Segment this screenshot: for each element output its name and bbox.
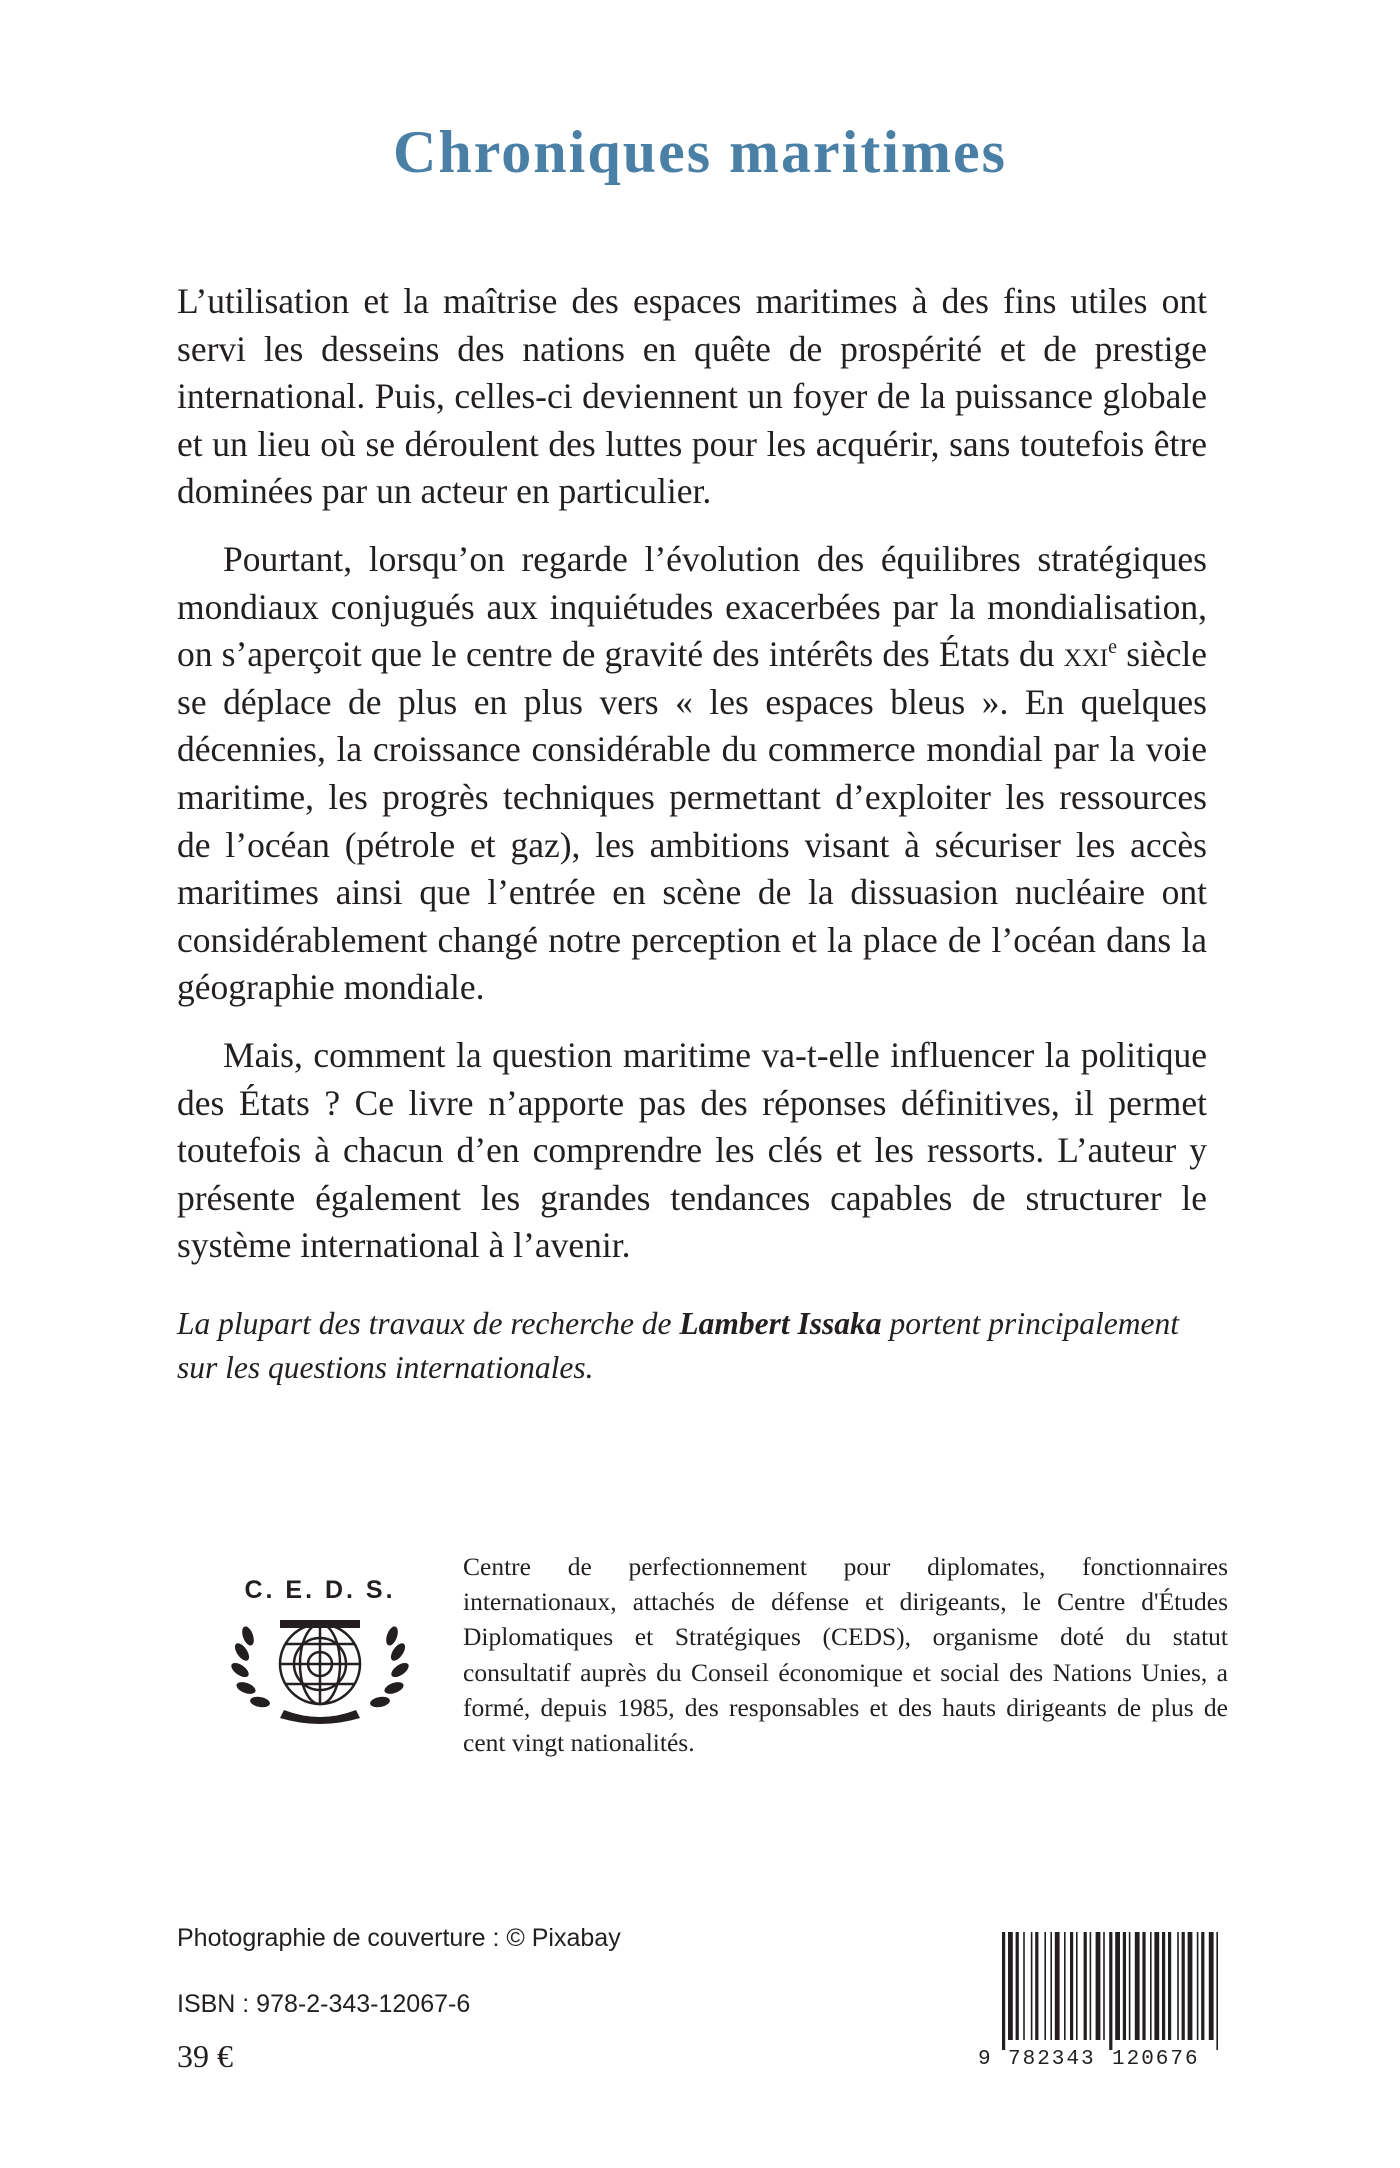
author-name: Lambert Issaka xyxy=(679,1306,882,1341)
author-note-before: La plupart des travaux de recherche de xyxy=(177,1306,680,1341)
barcode-bar xyxy=(1216,1932,1218,2050)
barcode-bar xyxy=(1177,1932,1179,2040)
barcode-left-digits: 782343 xyxy=(1008,2048,1096,2068)
century-numeral: xxi xyxy=(1063,634,1109,675)
back-cover-summary xyxy=(177,278,1207,1290)
summary-paragraph-1: L’utilisation et la maîtrise des espaces maritimes à des fins utiles ont servi les desseins des nations en quête de prospérité et de prestige international. Puis, celles-ci deviennent un foyer de la puissance globale et un lieu où se déroulent des luttes pour les acquérir, sans toutefois être dominées par un acteur en particulier. xyxy=(177,281,1207,512)
barcode-bar xyxy=(1070,1932,1073,2040)
barcode-bar xyxy=(1135,1932,1140,2040)
barcode-bar xyxy=(1188,1932,1193,2040)
ceds-description: Centre de perfectionnement pour diplomates, fonctionnaires internationaux, attachés de défense et dirigeants, le Centre d'Études Diplomatiques et Stratégiques (CEDS), organisme doté du statut consultatif auprès du Conseil économique et social des Nations Unies, a formé, depuis 1985, des responsables et des hauts dirigeants de plus de cent vingt nationalités. xyxy=(463,1552,1228,1758)
barcode-bar xyxy=(1162,1932,1165,2040)
barcode-bar xyxy=(1168,1932,1171,2040)
barcode-bar xyxy=(1016,1932,1019,2040)
barcode-bar xyxy=(1115,1932,1120,2040)
ceds-emblem-icon xyxy=(224,1618,416,1728)
barcode-bar xyxy=(1182,1932,1185,2040)
summary-paragraph-3: Mais, comment la question maritime va-t-elle influencer la politique des États ? Ce livre n’apporte pas des réponses définitives, il permet toutefois à chacun d’en comprendre les clés et les ressorts. L’auteur y présente également les grandes tendances capables de structurer le système international à l’avenir. xyxy=(177,1034,1207,1266)
barcode-bar xyxy=(1076,1932,1078,2040)
barcode-right-digits: 120676 xyxy=(1112,2048,1200,2068)
barcode-bar xyxy=(1023,1932,1025,2040)
ceds-logo-letters: C. E. D. S. xyxy=(244,1576,396,1604)
barcode-bar xyxy=(1035,1932,1038,2040)
barcode-bar xyxy=(1064,1932,1066,2040)
isbn: ISBN : 978-2-343-12067-6 xyxy=(177,1990,471,2018)
barcode-bar xyxy=(1197,1932,1199,2040)
barcode-bar xyxy=(1055,1932,1060,2040)
barcode-bar xyxy=(1050,1932,1052,2040)
author-note xyxy=(177,1302,1217,1390)
barcode-bar xyxy=(1150,1932,1152,2040)
barcode-bar xyxy=(1090,1932,1092,2040)
barcode-bar xyxy=(1103,1932,1105,2040)
photo-credit: Photographie de couverture : © Pixabay xyxy=(177,1924,621,1952)
barcode-bar xyxy=(1201,1932,1204,2040)
barcode-bar xyxy=(1096,1932,1101,2040)
barcode xyxy=(972,1928,1224,2068)
barcode-bar xyxy=(1129,1932,1131,2040)
summary-paragraph-2 xyxy=(177,536,1207,1012)
barcode-bar xyxy=(1142,1932,1145,2040)
barcode-bar xyxy=(1154,1932,1159,2040)
barcode-bar xyxy=(1209,1932,1214,2040)
ceds-logo xyxy=(220,1576,420,1726)
book-title: Chroniques maritimes xyxy=(393,119,1007,185)
barcode-bar xyxy=(1031,1932,1033,2040)
author-note-after: portent principalement sur les questions internationales. xyxy=(177,1306,1180,1385)
paragraph-2-part-a: Pourtant, lorsqu’on regarde l’évolution des équilibres stratégiques mondiaux conjugués aux inquiétudes exacerbées par la mondialisation, on s’aperçoit que le centre de gravité des intérêts des États du xyxy=(177,538,1207,675)
barcode-bar xyxy=(1084,1932,1087,2040)
barcode-bar xyxy=(1008,1932,1013,2040)
century-superscript: e xyxy=(1108,636,1118,659)
barcode-bar xyxy=(1109,1932,1112,2050)
barcode-bar xyxy=(1123,1932,1126,2040)
price: 39 € xyxy=(177,2038,233,2074)
barcode-bar xyxy=(1044,1932,1046,2040)
barcode-bar xyxy=(1002,1932,1005,2050)
barcode-first-digit: 9 xyxy=(978,2048,991,2068)
paragraph-2-part-b: siècle se déplace de plus en plus vers « les espaces bleus ». En quelques décennies, la croissance considérable du commerce mondial par la voie maritime, les progrès techniques permettant d’exploiter les ressources de l’océan (pétrole et gaz), les ambitions visant à sécuriser les accès maritimes ainsi que l’entrée en scène de la dissuasion nucléaire ont considérablement changé notre perception et la place de l’océan dans la géographie mondiale. xyxy=(177,634,1208,1008)
